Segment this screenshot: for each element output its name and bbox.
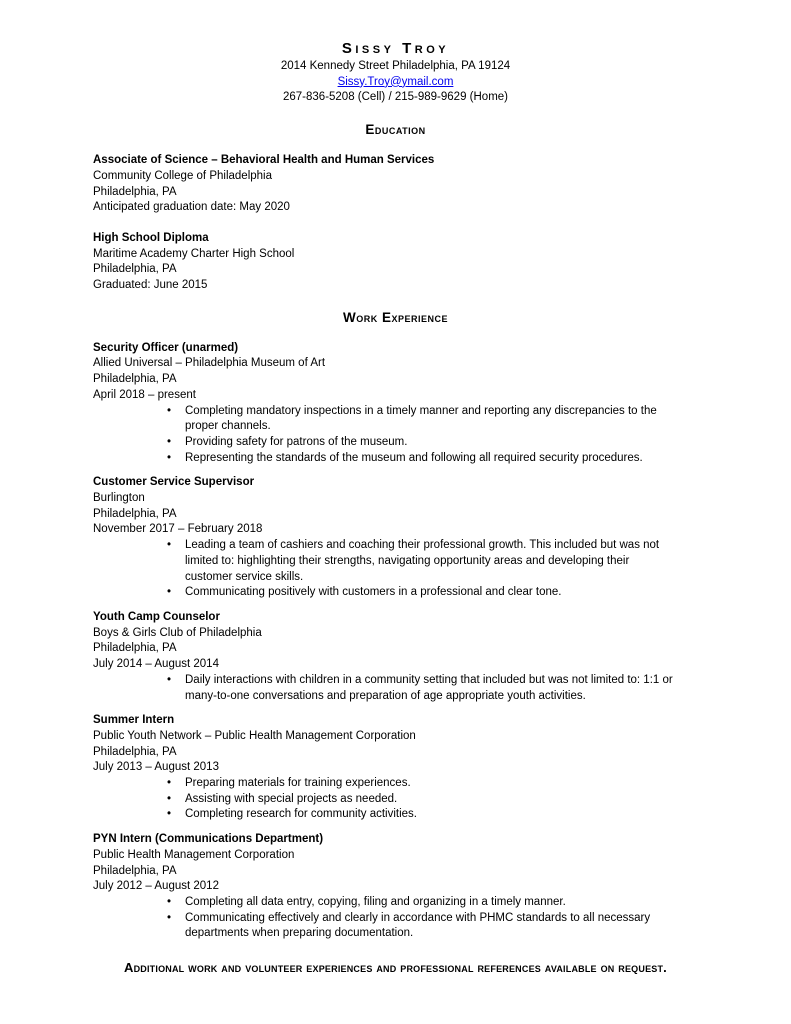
job-location: Philadelphia, PA: [93, 642, 177, 655]
bullet-item: • Completing mandatory inspections in a timely manner and reporting any discrepancies to the proper channels.: [165, 404, 678, 435]
job-entry: [93, 713, 698, 823]
bullet-item: • Daily interactions with children in a community setting that included but was not limited to: 1:1 or many-to-one conversations and preparation of age appropriate youth activities.: [165, 673, 678, 704]
school-location: Philadelphia, PA: [93, 263, 177, 276]
education-entry: [93, 153, 698, 216]
bullet-item: • Assisting with special projects as needed.: [165, 792, 678, 808]
phone-line: 267-836-5208 (Cell) / 215-989-9629 (Home): [282, 91, 508, 104]
bullet-list: [165, 776, 678, 823]
degree-title: Associate of Science – Behavioral Health and Human Services: [93, 154, 435, 167]
graduation-date: Graduated: June 2015: [93, 279, 208, 292]
job-location: Philadelphia, PA: [93, 373, 177, 386]
bullet-item: • Leading a team of cashiers and coaching their professional growth. This included but was not limited to: highlighting their strengths, navigating opportunity areas and developing their customer service skills.: [165, 538, 678, 585]
job-dates: November 2017 – February 2018: [93, 523, 263, 536]
job-title: Customer Service Supervisor: [93, 476, 255, 489]
job-title: Youth Camp Counselor: [93, 610, 220, 623]
work-section: [93, 341, 698, 942]
education-entry: [93, 231, 698, 294]
job-title: PYN Intern (Communications Department): [93, 833, 324, 846]
school-name: Community College of Philadelphia: [93, 169, 272, 182]
job-location: Philadelphia, PA: [93, 507, 177, 520]
education-section: [93, 153, 698, 294]
school-location: Philadelphia, PA: [93, 185, 177, 198]
email-line: [93, 75, 698, 91]
bullet-list: [165, 404, 678, 467]
job-entry: [93, 610, 698, 704]
job-dates: April 2018 – present: [93, 388, 196, 401]
job-company: Allied Universal – Philadelphia Museum of Art: [93, 357, 326, 370]
education-heading: Education: [365, 122, 426, 138]
job-dates: July 2012 – August 2012: [93, 880, 219, 893]
job-company: Public Youth Network – Public Health Management Corporation: [93, 729, 416, 742]
bullet-item: • Completing research for community activities.: [165, 807, 678, 823]
degree-title: High School Diploma: [93, 231, 209, 244]
bullet-list: [165, 895, 678, 942]
bullet-item: • Providing safety for patrons of the museum.: [165, 435, 678, 451]
contact-header: [93, 40, 698, 106]
bullet-item: • Communicating effectively and clearly in accordance with PHMC standards to all necessary departments when preparing documentation.: [165, 911, 678, 942]
job-company: Boys & Girls Club of Philadelphia: [93, 626, 262, 639]
job-location: Philadelphia, PA: [93, 745, 177, 758]
job-company: Burlington: [93, 492, 145, 505]
job-title: Summer Intern: [93, 714, 175, 727]
bullet-item: • Representing the standards of the museum and following all required security procedures.: [165, 451, 678, 467]
school-name: Maritime Academy Charter High School: [93, 247, 295, 260]
bullet-item: • Preparing materials for training experiences.: [165, 776, 678, 792]
bullet-list: [165, 538, 678, 601]
job-dates: July 2014 – August 2014: [93, 658, 219, 671]
bullet-item: • Communicating positively with customers in a professional and clear tone.: [165, 585, 678, 601]
address-line: 2014 Kennedy Street Philadelphia, PA 19124: [280, 60, 511, 72]
job-entry: [93, 832, 698, 942]
job-entry: [93, 341, 698, 467]
email-link[interactable]: Sissy.Troy@ymail.com: [337, 75, 454, 88]
job-title: Security Officer (unarmed): [93, 341, 239, 354]
graduation-date: Anticipated graduation date: May 2020: [93, 201, 290, 214]
job-company: Public Health Management Corporation: [93, 848, 295, 861]
bullet-list: [165, 673, 678, 704]
work-experience-heading: Work Experience: [342, 309, 448, 325]
bullet-item: • Completing all data entry, copying, filing and organizing in a timely manner.: [165, 895, 678, 911]
candidate-name: Sissy Troy: [341, 40, 450, 57]
job-location: Philadelphia, PA: [93, 864, 177, 877]
job-entry: [93, 475, 698, 601]
job-dates: July 2013 – August 2013: [93, 761, 219, 774]
closing-note: Additional work and volunteer experiences and professional references available on request.: [123, 960, 667, 976]
